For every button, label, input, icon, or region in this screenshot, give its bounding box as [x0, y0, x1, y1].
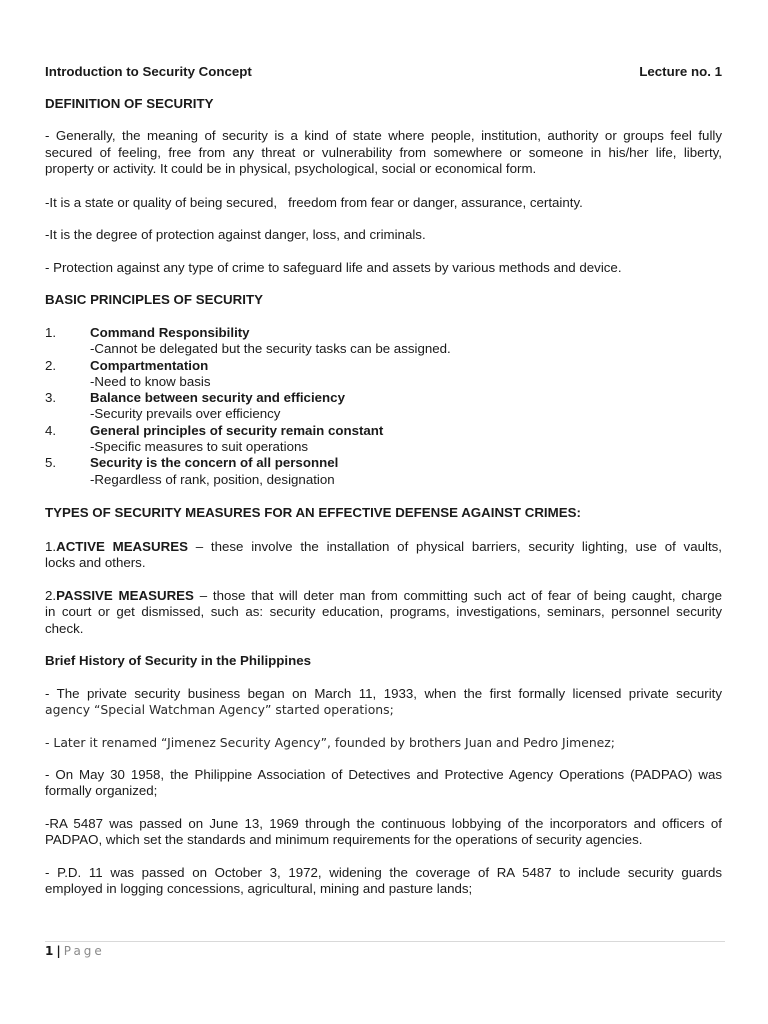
principles-heading: BASIC PRINCIPLES OF SECURITY	[45, 292, 263, 307]
principle-title: Command Responsibility	[90, 325, 250, 340]
principle-number: 1.	[45, 325, 57, 340]
principle-title: Balance between security and efficiency	[90, 390, 345, 406]
history-p3-line1: - On May 30 1958, the Philippine Association of Detectives and Protective Agency Operations (PADPAO) was	[45, 767, 722, 782]
active-measures-prefix: 1.	[45, 539, 57, 554]
passive-measures-prefix: 2.	[45, 588, 57, 603]
document-page	[45, 0, 722, 1024]
passive-measures-text: – those that will deter man from committing such act of fear of being caught, charge	[193, 588, 722, 603]
definition-p1-line1: - Generally, the meaning of security is a kind of state where people, institution, authority or groups feel fully	[45, 128, 722, 143]
history-p5-line1: - P.D. 11 was passed on October 3, 1972, widening the coverage of RA 5487 to include security guards	[45, 865, 722, 880]
document-header	[45, 64, 722, 80]
principle-title: General principles of security remain constant	[90, 422, 384, 438]
definition-p4: - Protection against any type of crime to safeguard life and assets by various methods and device.	[45, 260, 622, 275]
history-p4-line2: PADPAO, which set the standards and minimum requirements for the operations of security agencies.	[45, 832, 643, 847]
history-p1-line1: - The private security business began on March 11, 1933, when the first formally licensed private security	[45, 686, 722, 701]
document-title: Introduction to Security Concept	[45, 64, 252, 79]
principle-description: -Cannot be delegated but the security tasks can be assigned.	[90, 341, 451, 357]
active-measures-line2: locks and others.	[45, 555, 146, 570]
active-measures-label: ACTIVE MEASURES	[56, 539, 188, 554]
passive-measures-line1	[45, 588, 722, 604]
history-p2: - Later it renamed “Jimenez Security Agency”, founded by brothers Juan and Pedro Jimenez;	[45, 735, 615, 750]
history-p3-line2: formally organized;	[45, 783, 158, 798]
lecture-number: Lecture no. 1	[639, 64, 722, 79]
definition-p2: -It is a state or quality of being secured, freedom from fear or danger, assurance, certainty.	[45, 195, 583, 210]
footer-divider	[45, 941, 725, 942]
definition-p1-line3: property or activity. It could be in physical, psychological, social or economical form.	[45, 161, 537, 176]
history-p5-line2: employed in logging concessions, agricultural, mining and pasture lands;	[45, 881, 473, 896]
principle-description: -Specific measures to suit operations	[90, 439, 309, 455]
principle-number: 2.	[45, 357, 57, 373]
principle-item	[45, 358, 722, 391]
principle-description: -Need to know basis	[90, 373, 211, 389]
principle-description: -Regardless of rank, position, designation	[90, 471, 335, 487]
principle-item	[45, 325, 722, 358]
history-heading: Brief History of Security in the Philippines	[45, 653, 311, 668]
definition-p3: -It is the degree of protection against danger, loss, and criminals.	[45, 227, 426, 242]
passive-measures-label: PASSIVE MEASURES	[56, 588, 194, 603]
principle-title: Security is the concern of all personnel	[90, 455, 339, 471]
principles-list	[45, 325, 722, 488]
passive-measures-line2: in court or get dismissed, such as: security education, programs, investigations, seminars, personnel security	[45, 604, 722, 619]
history-p4-line1: -RA 5487 was passed on June 13, 1969 through the continuous lobbying of the incorporators and officers of	[45, 816, 722, 831]
principle-number: 5.	[45, 455, 57, 471]
page-label: Page	[63, 944, 105, 958]
principle-item	[45, 390, 722, 423]
active-measures-text: – these involve the installation of physical barriers, security lighting, use of vaults,	[187, 539, 722, 554]
definition-heading: DEFINITION OF SECURITY	[45, 96, 214, 111]
active-measures-line1	[45, 539, 722, 555]
principle-title: Compartmentation	[90, 357, 209, 373]
principle-number: 4.	[45, 422, 57, 438]
page-footer	[45, 943, 105, 959]
measures-heading: TYPES OF SECURITY MEASURES FOR AN EFFECTIVE DEFENSE AGAINST CRIMES:	[45, 505, 581, 520]
passive-measures-line3: check.	[45, 621, 84, 636]
page-number: 1	[45, 944, 54, 958]
principle-description: -Security prevails over efficiency	[90, 406, 281, 422]
definition-p1-line2: secured of feeling, free from any threat or vulnerability from somewhere or someone in his/her life, liberty,	[45, 145, 722, 160]
principle-number: 3.	[45, 390, 57, 406]
history-p1-line2: agency “Special Watchman Agency” started operations;	[45, 702, 394, 717]
principle-item	[45, 423, 722, 456]
footer-separator: |	[56, 944, 61, 958]
principle-item	[45, 455, 722, 488]
